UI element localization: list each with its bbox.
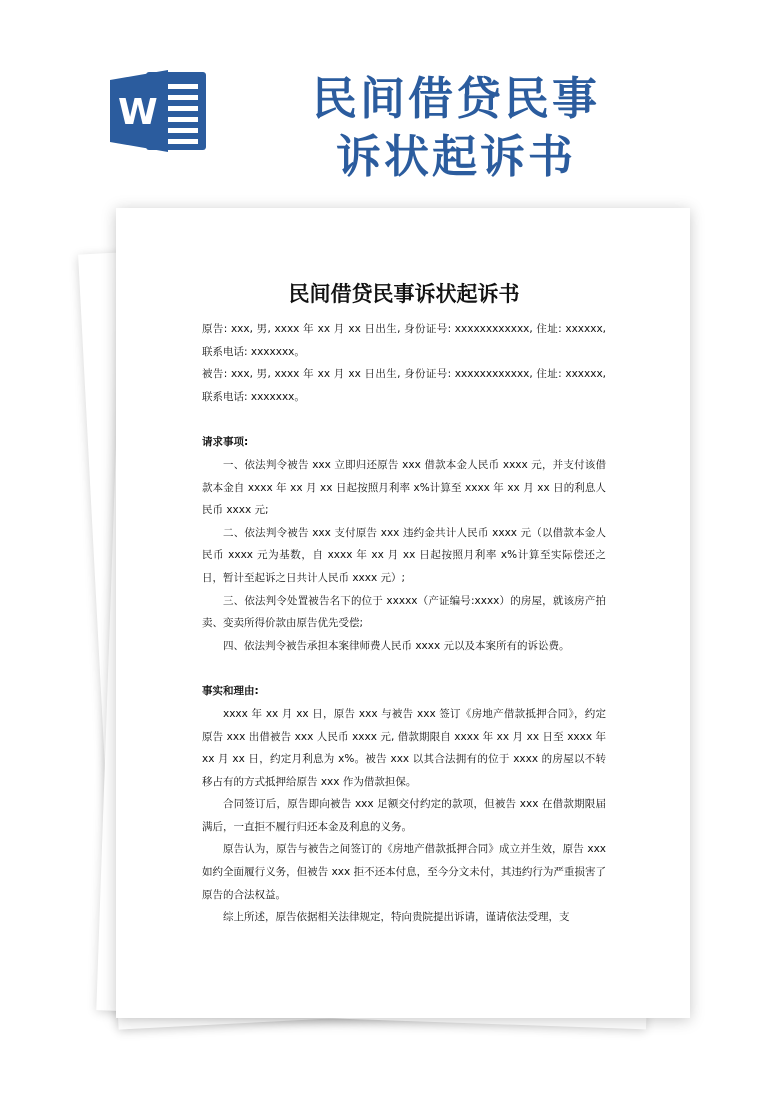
page-title-line1: 民间借贷民事	[311, 72, 600, 125]
facts-paragraph: 原告认为，原告与被告之间签订的《房地产借款抵押合同》成立并生效，原告 xxx 如约全面履行义务，但被告 xxx 拒不还本付息，至今分文未付，其违约行为严重损害了原告的合法权益。	[202, 843, 606, 901]
request-item: 三、依法判令处置被告名下的位于 xxxxx（产证编号:xxxx）的房屋，就该房产拍卖、变卖所得价款由原告优先受偿;	[202, 594, 606, 630]
facts-heading: 事实和理由:	[202, 685, 259, 698]
document-body	[202, 280, 606, 929]
document-page	[116, 208, 690, 1018]
request-item: 四、依法判令被告承担本案律师费人民币 xxxx 元以及本案所有的诉讼费。	[223, 639, 570, 652]
page-title-line2: 诉状起诉书	[335, 130, 576, 183]
facts-paragraph: 综上所述，原告依据相关法律规定，特向贵院提出诉请，谨请依法受理，支	[223, 911, 570, 924]
request-item: 二、依法判令被告 xxx 支付原告 xxx 违约金共计人民币 xxxx 元（以借款本金人民币 xxxx 元为基数，自 xxxx 年 xx 月 xx 日起按照月利率 x%计算至实际偿还之日，暂计至起诉之日共计人民币 xxxx 元）;	[202, 526, 606, 584]
facts-paragraph: xxxx 年 xx 月 xx 日，原告 xxx 与被告 xxx 签订《房地产借款抵押合同》，约定原告 xxx 出借被告 xxx 人民币 xxxx 元, 借款期限自 xxxx 年 xx 月 xx 日至 xxxx 年 xx 月 xx 日，约定月利息为 x%。被告 xxx 以其合法拥有的位于 xxxx 的房屋以不转移占有的方式抵押给原告 xxx 作为借款担保。	[202, 707, 606, 788]
header	[0, 0, 780, 190]
defendant-info: 被告: xxx, 男, xxxx 年 xx 月 xx 日出生, 身份证号: xxxxxxxxxxxx, 住址: xxxxxx, 联系电话: xxxxxxx。	[202, 368, 606, 403]
word-document-icon	[110, 68, 210, 154]
document-title: 民间借贷民事诉状起诉书	[288, 282, 520, 306]
plaintiff-info: 原告: xxx, 男, xxxx 年 xx 月 xx 日出生, 身份证号: xxxxxxxxxxxx, 住址: xxxxxx, 联系电话: xxxxxxx。	[202, 323, 606, 358]
word-logo-letter: W	[118, 92, 158, 133]
facts-paragraph: 合同签订后，原告即向被告 xxx 足额交付约定的款项，但被告 xxx 在借款期限届满后，一直拒不履行归还本金及利息的义务。	[202, 798, 606, 833]
page-title	[296, 70, 616, 186]
request-item: 一、依法判令被告 xxx 立即归还原告 xxx 借款本金人民币 xxxx 元，并支付该借款本金自 xxxx 年 xx 月 xx 日起按照月利率 x%计算至 xxxx 年 xx 月 xx 日的利息人民币 xxxx 元;	[202, 458, 606, 517]
requests-heading: 请求事项:	[202, 436, 249, 449]
